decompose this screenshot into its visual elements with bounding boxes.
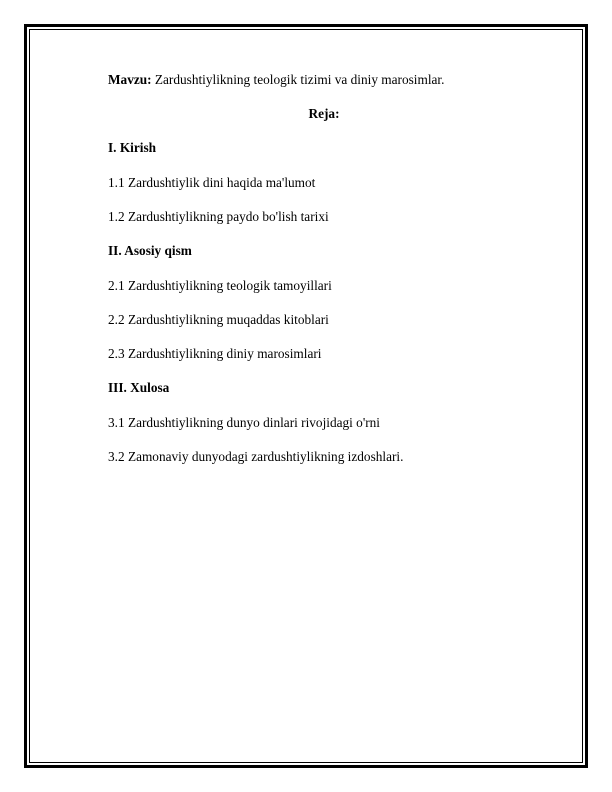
- plan-item-1-2: 1.2 Zardushtiylikning paydo bo'lish tarixi: [108, 209, 329, 224]
- plan-item-2-1: 2.1 Zardushtiylikning teologik tamoyillari: [108, 278, 332, 293]
- plan-item-1-1: 1.1 Zardushtiylik dini haqida ma'lumot: [108, 175, 316, 190]
- plan-item-3-2: 3.2 Zamonaviy dunyodagi zardushtiylikning izdoshlari.: [108, 449, 404, 464]
- subject-line: [108, 72, 444, 88]
- section-heading-main: II. Asosiy qism: [108, 243, 192, 258]
- subject-text: Zardushtiylikning teologik tizimi va diniy marosimlar.: [151, 72, 445, 87]
- plan-item-2-2: 2.2 Zardushtiylikning muqaddas kitoblari: [108, 312, 329, 327]
- plan-item-3-1: 3.1 Zardushtiylikning dunyo dinlari rivojidagi o'rni: [108, 415, 380, 430]
- plan-item-2-3: 2.3 Zardushtiylikning diniy marosimlari: [108, 346, 322, 361]
- subject-label: Mavzu:: [108, 72, 152, 87]
- plan-title: Reja:: [308, 106, 340, 121]
- section-heading-intro: I. Kirish: [108, 140, 157, 155]
- section-heading-conclusion: III. Xulosa: [108, 380, 170, 395]
